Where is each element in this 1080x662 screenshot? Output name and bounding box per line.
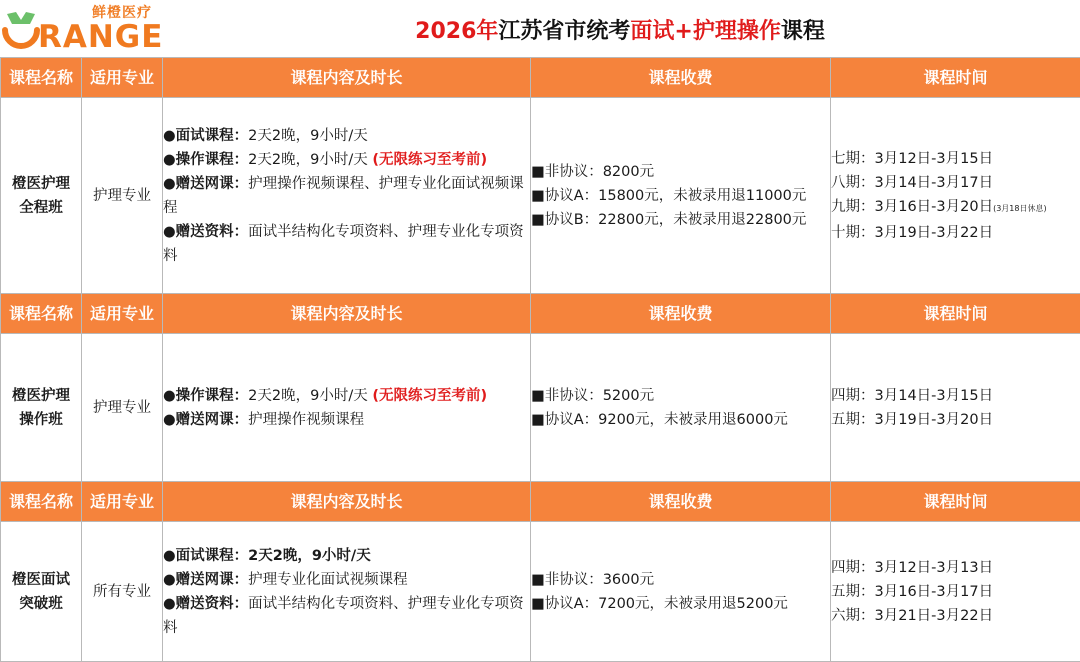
table-header-row xyxy=(1,482,1080,522)
course-content: ●操作课程：2天2晚，9小时/天 (无限练习至考前) ●赠送网课：护理操作视频课程 xyxy=(163,334,531,482)
header-major: 适用专业 xyxy=(82,294,163,334)
course-time: 四期：3月14日-3月15日 五期：3月19日-3月20日 xyxy=(831,334,1080,482)
header-major: 适用专业 xyxy=(82,482,163,522)
course-major: 护理专业 xyxy=(82,98,163,294)
page-header xyxy=(0,0,1080,57)
header-course-name: 课程名称 xyxy=(1,58,82,98)
course-fee: ■非协议：8200元 ■协议A：15800元，未被录用退11000元 ■协议B：22800元，未被录用退22800元 xyxy=(531,98,831,294)
brand-logo xyxy=(0,2,160,54)
table-row xyxy=(1,98,1080,294)
page-title: 2026年江苏省市统考面试+护理操作课程 xyxy=(160,14,1080,45)
course-name: 橙医护理 操作班 xyxy=(1,334,82,482)
table-header-row xyxy=(1,294,1080,334)
logo-subtitle: 鲜橙医疗 xyxy=(92,2,152,22)
header-fee: 课程收费 xyxy=(531,294,831,334)
course-content: ●面试课程：2天2晚，9小时/天 ●操作课程：2天2晚，9小时/天 (无限练习至考前) ●赠送网课：护理操作视频课程、护理专业化面试视频课程 ●赠送资料：面试半结构化专项资料、护理专业化专项资料 xyxy=(163,98,531,294)
logo-word: RANGE xyxy=(38,19,163,55)
course-table xyxy=(0,57,1080,662)
course-name: 橙医面试 突破班 xyxy=(1,522,82,662)
table-row xyxy=(1,334,1080,482)
time-note: (3月18日休息) xyxy=(993,204,1047,213)
table-row xyxy=(1,522,1080,662)
header-course-name: 课程名称 xyxy=(1,482,82,522)
course-name: 橙医护理 全程班 xyxy=(1,98,82,294)
header-content: 课程内容及时长 xyxy=(163,482,531,522)
header-content: 课程内容及时长 xyxy=(163,58,531,98)
header-time: 课程时间 xyxy=(831,482,1080,522)
header-course-name: 课程名称 xyxy=(1,294,82,334)
course-time: 四期：3月12日-3月13日 五期：3月16日-3月17日 六期：3月21日-3月22日 xyxy=(831,522,1080,662)
header-fee: 课程收费 xyxy=(531,58,831,98)
course-content: ●面试课程：2天2晚，9小时/天 ●赠送网课：护理专业化面试视频课程 ●赠送资料：面试半结构化专项资料、护理专业化专项资料 xyxy=(163,522,531,662)
table-header-row xyxy=(1,58,1080,98)
orange-logo-icon xyxy=(2,8,40,54)
header-time: 课程时间 xyxy=(831,58,1080,98)
course-major: 护理专业 xyxy=(82,334,163,482)
header-content: 课程内容及时长 xyxy=(163,294,531,334)
course-time: 七期：3月12日-3月15日 八期：3月14日-3月17日 九期：3月16日-3月20日(3月18日休息) 十期：3月19日-3月22日 xyxy=(831,98,1080,294)
course-fee: ■非协议：3600元 ■协议A：7200元，未被录用退5200元 xyxy=(531,522,831,662)
course-fee: ■非协议：5200元 ■协议A：9200元，未被录用退6000元 xyxy=(531,334,831,482)
course-major: 所有专业 xyxy=(82,522,163,662)
header-major: 适用专业 xyxy=(82,58,163,98)
header-fee: 课程收费 xyxy=(531,482,831,522)
header-time: 课程时间 xyxy=(831,294,1080,334)
